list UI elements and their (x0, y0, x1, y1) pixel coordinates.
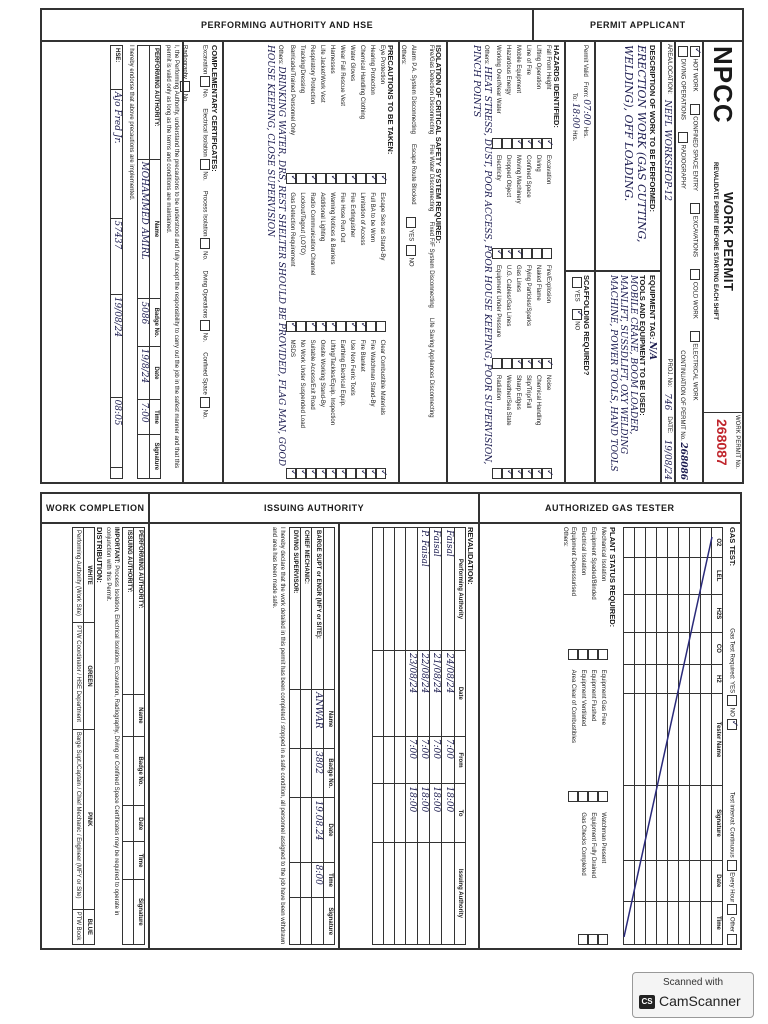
plant-checkbox[interactable] (598, 791, 608, 802)
completion-table: PERFORMING AUTHORITY: Name Badge No. Date Time Signature ISSUING AUTHORITY: (122, 527, 145, 945)
from-value[interactable]: 07:00 (581, 99, 591, 126)
signature-block (41, 41, 183, 483)
to-hrs: Hrs. (570, 130, 577, 142)
interval-checkbox[interactable] (727, 904, 737, 915)
front-rotated-content (41, 9, 743, 483)
reval-row: Faisal 24/08/24 7:00 18:00 (442, 528, 454, 945)
hot-work-checkbox[interactable] (690, 46, 700, 57)
issuing-name[interactable]: ANWAR (311, 690, 323, 749)
certificates-label: COMPLEMENTARY CERTIFICATES: (210, 45, 219, 172)
hazard-checkbox[interactable] (502, 468, 512, 479)
issuing-block (149, 523, 339, 949)
reval-row: Faisal 21/08/24 7:00 18:00 (430, 528, 442, 945)
camscanner-logo-icon: CS (639, 995, 655, 1009)
tools-value[interactable]: MOBILE CRANE, BOOM LOADER, MANLIFT, SUSSDLIFT, OXY WELDING MACHINE, POWER TOOLS, HAND TOOLS (608, 275, 638, 472)
work-type-confined[interactable]: CONFINED SPACE ENTRY (690, 102, 700, 191)
precautions-col-3: Clear Combustible Materials ✓ Fire Watchman Stand-By ✓ Fire Blanket ✓ Use Non Ferric Tools Earthing Electrical Equip. ✓ Lifting/Tackles/Equip. Inspection ✓ Onsite Working Stand-By ✓ Suitable Access/Exit Road ✓ No Work Under Suspended Load ✓ MSDS ✓ (286, 340, 386, 479)
gas-test-label: GAS TEST: (727, 527, 737, 567)
pa-badge[interactable]: 5086 (137, 299, 149, 346)
tools-block (595, 271, 661, 483)
plant-checkbox[interactable] (578, 649, 588, 660)
area-label: AREA/LOCATION: (666, 44, 672, 94)
isolation-others-label: Others: (400, 45, 407, 65)
plant-checkbox[interactable] (588, 934, 598, 945)
work-type-row (675, 41, 703, 483)
cert-checkbox[interactable] (200, 159, 210, 170)
issuing-time[interactable]: 8:00 (311, 862, 323, 898)
precaution-checkbox[interactable] (366, 173, 376, 184)
isolation-item: Life Saving Appliances Disconnecting (427, 317, 434, 418)
precaution-checkbox[interactable] (326, 173, 336, 184)
hazards-label: HAZARDS IDENTIFIED: (552, 45, 561, 128)
area-row (661, 41, 675, 483)
barge-supt-label: BARGE SUPT or ENGR (MFY or SITE): (311, 528, 323, 690)
reval-row: P. Faisal 22/08/24 7:00 18:00 (417, 528, 429, 945)
plant-checkbox[interactable] (588, 791, 598, 802)
from-label: From: (582, 81, 588, 98)
cold-work-checkbox[interactable] (690, 269, 700, 280)
work-permit-front (40, 8, 744, 484)
scaffolding-yes-checkbox[interactable] (572, 277, 582, 288)
isolation-block: ISOLATION OF CRITICAL SAFETY SYSTEM REQUIRED: Fire/Gas Detection Disconnecting Fire Water Disconnecting Fixed F/F System Disconnecting Life Saving Appliances Disconnecting Alarm P.A. System Disconnecting Escape Route Blocked YES NO Others: (399, 41, 447, 483)
scaffolding-yes: YES (573, 289, 580, 302)
plant-checkbox[interactable] (578, 934, 588, 945)
diving-checkbox[interactable] (678, 46, 688, 57)
hazard-checkbox[interactable] (492, 138, 502, 149)
isolation-item: Fire Water Disconnecting (427, 144, 434, 212)
precautions-block (223, 41, 399, 483)
reval-row: 23/08/24 7:00 18:00 (405, 528, 417, 945)
to-value[interactable]: 18:00 (569, 102, 580, 129)
work-type-excavations[interactable]: EXCAVATIONS (690, 201, 700, 257)
confined-checkbox[interactable] (690, 104, 700, 115)
precautions-label: PRECAUTIONS TO BE TAKEN: (386, 45, 395, 155)
revalidation-block (339, 523, 479, 949)
hazard-checkbox[interactable] (532, 248, 542, 259)
isolation-yes-checkbox[interactable] (406, 217, 416, 228)
isolation-label: ISOLATION OF CRITICAL SAFETY SYSTEM REQUIRED: (434, 45, 443, 244)
isolation-no-checkbox[interactable] (406, 245, 416, 256)
issuing-badge[interactable]: 3802 (311, 749, 323, 798)
precaution-checkbox[interactable] (346, 173, 356, 184)
form-title: WORK PERMIT (721, 192, 736, 292)
hazard-checkbox[interactable] (502, 358, 512, 369)
proj-label: PROJ. No: (666, 358, 672, 388)
hse-label: HSE: (111, 46, 123, 90)
completion-block (41, 523, 149, 949)
reval-signature[interactable] (430, 842, 442, 944)
plant-checkbox[interactable] (598, 649, 608, 660)
reval-signature[interactable] (405, 842, 417, 944)
important-label: IMPORTANT: (113, 527, 119, 564)
precautions-others-label: Others: (277, 45, 283, 65)
important-text: Process Isolation, Electrical Isolation, Excavation, Radiography, Diving or Confined Space Certificates may be required to operate in conjunction with this Permit. (105, 527, 119, 916)
hazard-checkbox[interactable] (512, 358, 522, 369)
scaffolding-no: NO (573, 321, 580, 331)
cert-checkbox[interactable] (200, 320, 210, 331)
hazards-col-4: Noise ✓ Chemical Handling ✓ Slip/Trip/Fall ✓ Sharp Edges ✓ Weather/Sea State ✓ Radiation (492, 375, 552, 479)
interval-checkbox[interactable] (727, 934, 737, 945)
hazards-others-value[interactable]: HEAT STRESS, DUST, POOR ACCESS, POOR HOUSE KEEPING, POOR SUPERVISION, PINCH POINTS (470, 45, 492, 465)
continuation: CONTINUATION OF PERMIT No. 268086 (677, 350, 688, 480)
chief-mechanic-label: CHIEF MECHANIC: (300, 528, 311, 690)
plant-col-1: Mechanical Isolation Equipment Spaded/Blinded Electrical Isolation Equipment Depressurised (568, 527, 608, 660)
precaution-checkbox[interactable] (306, 321, 316, 332)
work-permit-back (40, 492, 742, 950)
precaution-checkbox[interactable] (356, 468, 366, 479)
gas-strike-line (620, 527, 720, 947)
issuing-date[interactable]: 19.08.24 (311, 798, 323, 862)
hazard-checkbox[interactable] (492, 248, 502, 259)
precautions-col-1: Eye Protection ✓ Hearing Protection ✓ Chemical Handling Clothing Water Gloves ✓ Wear Fall Rescue Vest Harnesses ✓ Life Jacket/Work Vest Respiratory Protection ✓ Tracking/Dressing Barricade/Trained Personnel Only ✓ (286, 45, 386, 184)
work-type-hot[interactable]: ✓ HOT WORK (690, 44, 700, 92)
logo-row (703, 41, 743, 483)
camscanner-line2: CamScanner (659, 993, 741, 1009)
precautions-others-value[interactable]: DRINKING WATER, DRS, REST SHELTER SHOULD BE PROVIDED, FLAG MAN, GOOD HOUSE KEEPING, CLOSE SUPERVISION (264, 45, 286, 467)
gas-test-block: GAS TEST: Gas Test Required: YES NO✓ Test interval: Continuous Every Hour Other O2 LEL H2S CO H2 Tester Name Signature Date Time PLANT STATUS REQUIRED: Mechanical Isolation Equipment Spaded/Blinded Electrical Isolation Equipment Depressurised Equipment Gas Free Equipment Flushed Equipment Ventilated Area Clear of Combustibles Watchman Present Equipment Fully Drained Gas Checks Completed Others: (479, 523, 741, 949)
gas-required-label: Gas Test Required: (728, 628, 735, 680)
gas-yes-checkbox[interactable] (727, 695, 737, 706)
plant-checkbox[interactable] (578, 791, 588, 802)
issuing-table: Name Badge No. Date Time Signature BARGE SUPT or ENGR (MFY or SITE): ANWAR 3802 19.08.24 8:00 CHIEF MECHANIC: DIVING SUPERVISOR: (289, 527, 335, 945)
equipment-value[interactable]: N/A (647, 341, 657, 361)
precaution-checkbox[interactable] (346, 321, 356, 332)
certificates-block: COMPLEMENTARY CERTIFICATES: Excavation No. Electrical Isolation No. Process Isolation No. Diving Operations No. Confined Space No. Radiography No. (183, 41, 223, 483)
completion-statement: I hereby declare that the work detailed in this permit has been completed / stopped in a safe condition, all personnel assigned to the job have been withdrawn and area has been made safe. (271, 527, 285, 945)
plant-col-3: Watchman Present Equipment Fully Drained Gas Checks Completed (568, 812, 608, 945)
date-label: DATE: (666, 416, 672, 434)
back-rotated-content (41, 493, 741, 949)
interval-checkbox[interactable] (727, 860, 737, 871)
isolation-item: Fire/Gas Detection Disconnecting (427, 45, 434, 135)
hazards-others-label: Others: (483, 45, 489, 65)
permit-number-label: WORK PERMIT No. (734, 415, 740, 469)
permit-applicant-header: PERMIT APPLICANT (533, 9, 743, 41)
description-label: DESCRIPTION OF WORK TO BE PERFORMED: (648, 45, 657, 212)
camscanner-badge (632, 972, 754, 1018)
isolation-item: Alarm P.A. System Disconnecting (410, 45, 417, 134)
electrical-checkbox[interactable] (690, 331, 700, 342)
proj-value[interactable]: 746 (662, 393, 672, 411)
hazards-block (447, 41, 565, 483)
precautions-col-2: Escape Sets as Stand-By Full BA to be Worn Limitation of Access ✓ Fire Extinguisher ✓ Fire Hose Run Out Warning Notices & Barriers ✓ Additional Lighting ✓ Radio Communication Channel ✓ Lockout/Tagout (LOTO) Gas Detection Requirement ✓ (286, 192, 386, 331)
plant-others-label: Others: (561, 527, 568, 547)
camscanner-line1: Scanned with (663, 977, 724, 988)
issuing-authority-header: ISSUING AUTHORITY (149, 493, 479, 523)
work-completion-header: WORK COMPLETION (41, 493, 149, 523)
work-type-diving[interactable]: DIVING OPERATIONS (677, 44, 688, 120)
scaffolding-no-checkbox[interactable] (572, 309, 582, 320)
precaution-checkbox[interactable] (286, 468, 296, 479)
to-label: To: (570, 93, 577, 102)
area-value[interactable]: NEFL WORKSHOP-12 (662, 99, 672, 202)
pa-time[interactable]: 7:00 (137, 400, 149, 434)
permit-valid-block (565, 41, 595, 271)
permit-valid-label: Permit Valid (582, 45, 588, 77)
pa-signature[interactable] (137, 434, 149, 478)
description-block (595, 41, 661, 271)
plant-checkbox[interactable] (568, 791, 578, 802)
hse-date[interactable]: 19/08/24 (111, 294, 123, 397)
isolation-item: Escape Route Blocked (410, 143, 417, 205)
diving-supervisor-label: DIVING SUPERVISOR: (289, 528, 300, 690)
work-type-radiography[interactable]: RADIOGRAPHY (677, 130, 688, 189)
performing-authority-header: PERFORMING AUTHORITY AND HSE (41, 9, 533, 41)
hazard-checkbox[interactable] (492, 358, 502, 369)
completion-ia-label: ISSUING AUTHORITY: (123, 528, 134, 695)
radiography-checkbox[interactable] (678, 132, 688, 143)
hazards-col-1: Fall From Height ✓ Lifting Operation ✓ Line of Fire ✓ Mobile Equipment ✓ Hazardous Energy Working Over/Near Water (492, 45, 552, 149)
precaution-checkbox[interactable] (376, 321, 386, 332)
gas-tester-header: AUTHORIZED GAS TESTER (479, 493, 741, 523)
distribution-table: WHITE GREEN PINK BLUE Performing Authority (Work Site) PTW Coordinator / HSE Department Barge Supt./Captain / Chief Mechanic / Engineer (MFY or Site) PTW Book (72, 527, 95, 945)
gas-table: O2 LEL H2S CO H2 Tester Name Signature Date Time (623, 527, 723, 945)
hazards-col-2: Excavation Diving Confined Space Moving Machinery ✓ Dropped Object ✓ Electricity ✓ (492, 155, 552, 259)
hse-time[interactable]: 08:05 (111, 397, 123, 467)
pa-date[interactable]: 19/8/24 (137, 346, 149, 400)
excavations-checkbox[interactable] (690, 203, 700, 214)
revalidation-table: Performing Authority Date From To Issuing Authority Faisal 24/08/24 7:00 18:00 Faisal 21/08/24 7:00 18:00 P. Faisal 22/08/24 7:00 18:00 23/08/24 7:00 18:00 (372, 527, 466, 945)
scaffolding-label: SCAFFOLDING REQUIRED? (582, 275, 591, 376)
hse-badge[interactable]: 57437 (111, 218, 123, 294)
plant-status-label: PLANT STATUS REQUIRED: (607, 527, 617, 628)
cert-checkbox[interactable] (200, 238, 210, 249)
pa-label: PERFORMING AUTHORITY: (150, 46, 161, 160)
plant-checkbox[interactable] (588, 649, 598, 660)
precaution-checkbox[interactable] (286, 173, 296, 184)
hazard-checkbox[interactable] (542, 248, 552, 259)
issuing-signature[interactable] (311, 898, 323, 945)
description-value[interactable]: ERECTION WORK (GAS CUTTING, WELDING), OFF LOADING. (622, 45, 648, 243)
hazard-checkbox[interactable] (512, 138, 522, 149)
cert-checkbox[interactable] (200, 397, 210, 408)
hazards-col-3: Fire/Explosion ✓ Naked Flame ✓ Flying Particles/Sparks ✓ Gas Lines ✓ U.G. Cables/Gas Lines Equipment Under Pressure (492, 265, 552, 369)
distribution-label: DISTRIBUTION: (95, 527, 104, 583)
revalidation-label: REVALIDATION: (466, 527, 475, 585)
hazard-checkbox[interactable] (502, 138, 512, 149)
precaution-checkbox[interactable] (306, 173, 316, 184)
tools-label: TOOLS AND EQUIPMENT TO BE USED: (638, 275, 647, 416)
precaution-checkbox[interactable] (286, 321, 296, 332)
pa-table: PERFORMING AUTHORITY: Name Badge No. Date Time Signature MOHAMMED AMIRL 5086 19/8/24 7:00 (137, 45, 161, 479)
hse-table (110, 45, 123, 479)
from-hrs: Hrs. (582, 126, 588, 138)
plant-col-2: Equipment Gas Free Equipment Flushed Equipment Ventilated Area Clear of Combustibles (568, 670, 608, 803)
permit-number: 268087 (714, 419, 731, 466)
pa-name[interactable]: MOHAMMED AMIRL (137, 159, 149, 299)
npcc-logo: NPCC (708, 46, 738, 124)
revalidate-note: REVALIDATE PERMIT BEFORE STARTING EACH SHIFT (712, 162, 718, 321)
permit-number-box (702, 412, 742, 484)
plant-checkbox[interactable] (598, 934, 608, 945)
isolation-item: Fixed F/F System Disconnecting (427, 221, 434, 308)
hse-name[interactable]: Ajo Fred Jr. (111, 89, 123, 218)
hse-signature[interactable] (111, 467, 123, 478)
cert-checkbox[interactable] (200, 76, 210, 87)
plant-checkbox[interactable] (568, 649, 578, 660)
completion-pa-label: PERFORMING AUTHORITY: (134, 528, 145, 695)
endorse-text: I hereby endorse that above precautions are implemented. (127, 45, 134, 201)
date-value[interactable]: 19/08/24 (662, 439, 672, 480)
reval-signature[interactable] (417, 842, 429, 944)
gas-no-checkbox[interactable] (727, 719, 737, 730)
equipment-label: EQUIPMENT TAG: (648, 275, 657, 340)
scaffolding-block (565, 271, 595, 483)
work-type-electrical[interactable]: ELECTRICAL WORK (690, 329, 700, 401)
hazard-checkbox[interactable] (492, 468, 502, 479)
reval-signature[interactable] (442, 842, 454, 944)
test-interval-label: Test interval: (728, 791, 735, 826)
work-type-cold[interactable]: COLD WORK (690, 267, 700, 319)
statement-text: I, the Performing Authority, understand the precautions to be understood and fully accept the responsibility to carry out the job in the safest manner and that this permit is valid only as long as the terms and conditions are maintained. (165, 45, 179, 469)
